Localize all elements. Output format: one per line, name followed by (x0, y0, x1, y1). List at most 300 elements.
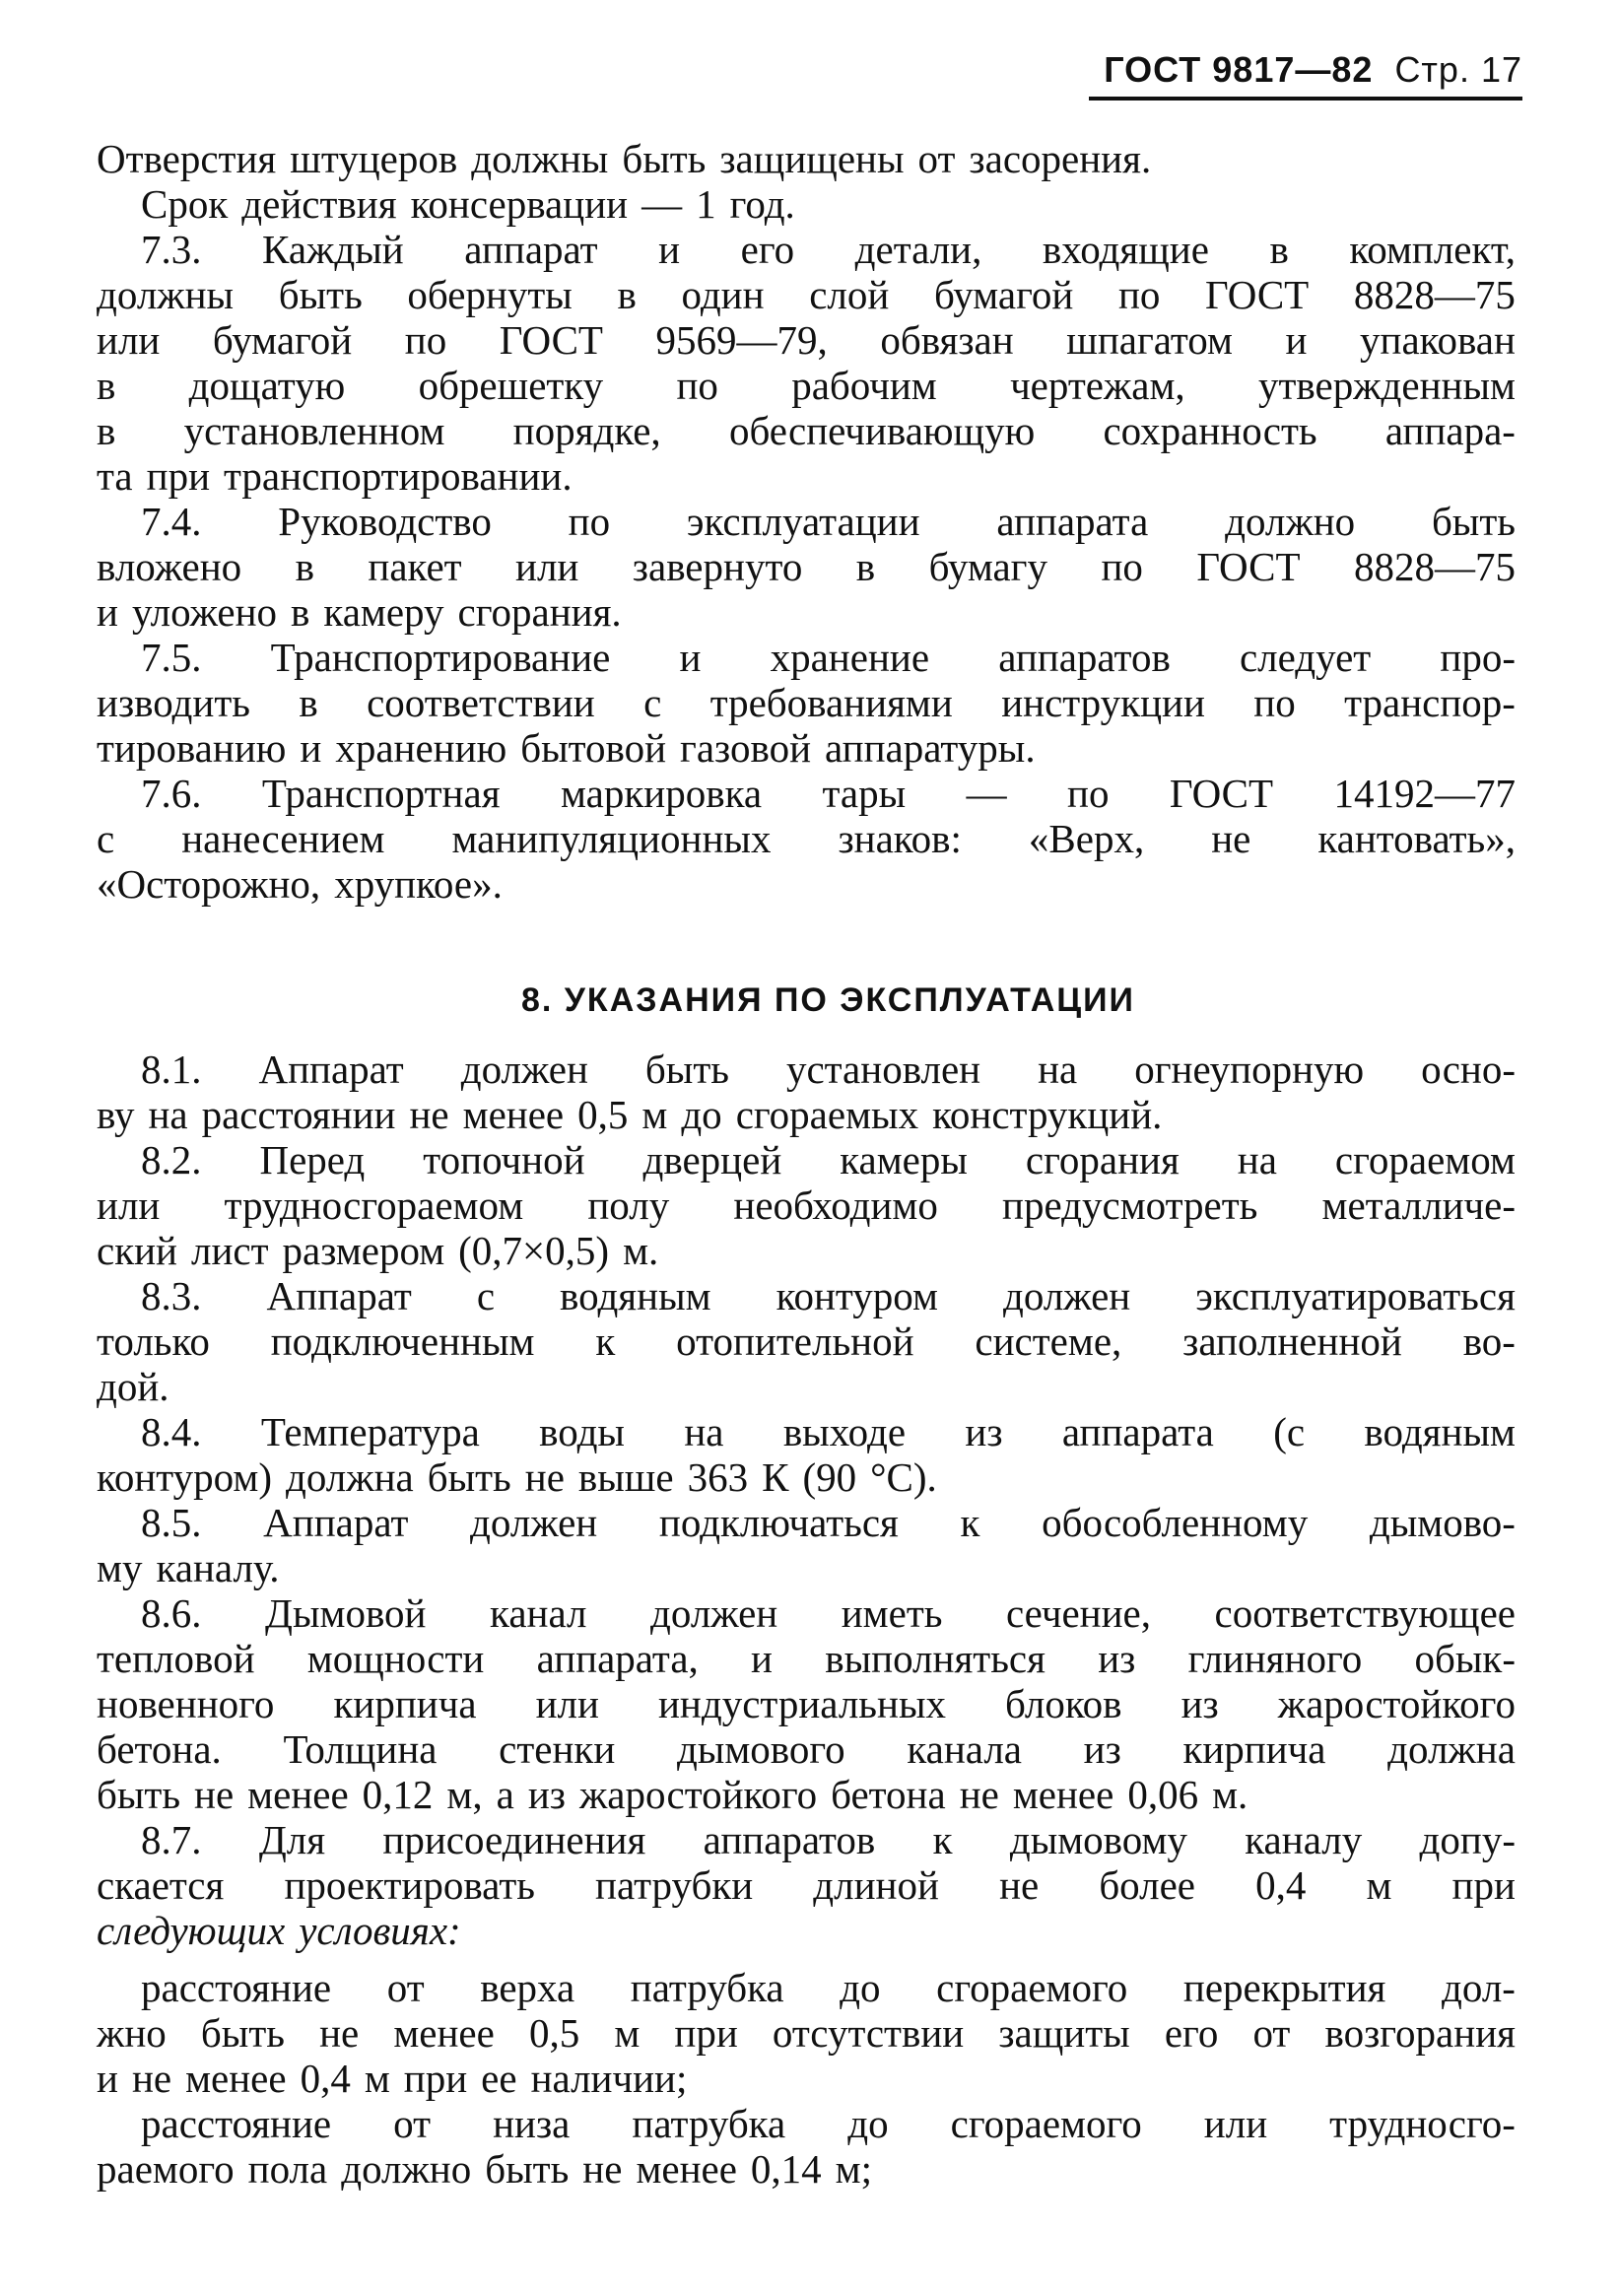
word: с (97, 816, 115, 861)
word: 8828—75 (1353, 544, 1516, 589)
text-line (141, 1500, 1516, 1545)
word: про- (1440, 635, 1516, 680)
word: контуром) (97, 1454, 272, 1500)
word: стенки (499, 1726, 616, 1772)
word: кантовать», (1317, 816, 1516, 861)
word: входящие (1042, 227, 1209, 272)
word: должны (97, 272, 235, 317)
word: проектировать (284, 1862, 535, 1908)
page-header (1089, 49, 1522, 95)
word: штуцеров (290, 136, 458, 181)
word: Дымовой (265, 1590, 427, 1636)
word: ГОСТ (1196, 544, 1301, 589)
word: — (641, 181, 683, 227)
word: раемого (97, 2146, 235, 2192)
word: дымовому (1009, 1817, 1187, 1862)
word: 8.1. (141, 1047, 202, 1092)
word: от (917, 136, 956, 181)
word: быть (97, 1772, 181, 1817)
word: пола (247, 2146, 328, 2192)
word: упакован (1360, 317, 1516, 363)
word: 0,5 (577, 1092, 629, 1137)
word: 0,4 (300, 2056, 351, 2101)
word: иметь (841, 1590, 943, 1636)
word: соответствии (367, 680, 595, 725)
word: при (403, 2056, 468, 2101)
word: должен (1003, 1273, 1131, 1318)
word: му (97, 1545, 143, 1590)
word: м (1366, 1862, 1392, 1908)
word: осно- (1421, 1047, 1516, 1092)
word: изводить (97, 680, 250, 725)
word: от (386, 1965, 425, 2010)
word: сгораемом (1334, 1137, 1516, 1182)
word: аппаратов (998, 635, 1171, 680)
word: мощности (306, 1636, 485, 1681)
word: маркировка (560, 771, 763, 816)
word: чертежам, (1010, 363, 1185, 408)
word: дол- (1442, 1965, 1516, 2010)
word: уложено (131, 589, 278, 635)
word: от (1252, 2010, 1291, 2056)
word: пакет (368, 544, 462, 589)
word: из (527, 1772, 566, 1817)
word: менее (247, 1772, 349, 1817)
word: знаков: (838, 816, 962, 861)
word: контуром (776, 1273, 938, 1318)
word: засорения. (969, 136, 1152, 181)
word: Аппарат (266, 1273, 412, 1318)
word: Руководство (278, 499, 492, 544)
word: дымового (676, 1726, 845, 1772)
word: обособленному (1042, 1500, 1309, 1545)
word: консервации (410, 181, 629, 227)
word: следует (1239, 635, 1372, 680)
word: хранение (770, 635, 930, 680)
word: хранению (335, 725, 507, 771)
word: жно (97, 2010, 167, 2056)
text-line (97, 363, 1516, 408)
word: и (1285, 317, 1308, 363)
word: допу- (1419, 1817, 1516, 1862)
word: ГОСТ (1169, 771, 1274, 816)
word: инструкции (1001, 680, 1205, 725)
word: вложено (97, 544, 242, 589)
word: не (999, 1862, 1040, 1908)
word: ГОСТ (1205, 272, 1310, 317)
word: бумагу (928, 544, 1047, 589)
word: по (1101, 544, 1143, 589)
word: обвязан (880, 317, 1014, 363)
section-gap (141, 907, 1516, 966)
word: Температура (260, 1409, 480, 1454)
word: слой (809, 272, 890, 317)
word: 8.6. (141, 1590, 202, 1636)
text-line (141, 499, 1516, 544)
word: его (740, 227, 795, 272)
word: менее (393, 2010, 495, 2056)
word: защищены (719, 136, 905, 181)
word: выполняться (825, 1636, 1046, 1681)
word: дверцей (642, 1137, 782, 1182)
text-line (97, 272, 1516, 317)
word: обрешетку (418, 363, 604, 408)
word: аппарат (464, 227, 598, 272)
word: или (97, 1182, 161, 1228)
word: глиняного (1187, 1636, 1363, 1681)
word: или (1203, 2101, 1268, 2146)
word: 9569—79, (655, 317, 828, 363)
word: должен (460, 1047, 588, 1092)
word: (с (1273, 1409, 1306, 1454)
word: 363 (687, 1454, 749, 1500)
section-8-body (97, 1047, 1516, 1908)
word: Толщина (283, 1726, 438, 1772)
word: при (1451, 1862, 1516, 1908)
word: сечение, (1005, 1590, 1151, 1636)
section-7-continuation (97, 136, 1516, 907)
word: бытовой (520, 725, 667, 771)
word: не (524, 1454, 565, 1500)
text-line (97, 589, 1516, 635)
word: сгораемого (950, 2101, 1142, 2146)
word: м (641, 1092, 668, 1137)
word: 0,12 (362, 1772, 434, 1817)
word: Аппарат (258, 1047, 404, 1092)
text-line (141, 227, 1516, 272)
word: Каждый (262, 227, 404, 272)
word: на (1237, 1137, 1277, 1182)
text-line (141, 1817, 1516, 1862)
word: аппаратов (703, 1817, 876, 1862)
section-8-italic-line (97, 1908, 1516, 1953)
word: утвержденным (1258, 363, 1516, 408)
word: канала (907, 1726, 1022, 1772)
word: тированию (97, 725, 287, 771)
word: менее (636, 2146, 737, 2192)
word: аппаратуры. (825, 725, 1036, 771)
word: новенного (97, 1681, 275, 1726)
word: не (319, 2010, 360, 2056)
body-text (97, 136, 1516, 2192)
word: возгорания (1324, 2010, 1516, 2056)
word: его (1164, 2010, 1219, 2056)
word: к (932, 1817, 953, 1862)
word: 7.3. (141, 227, 202, 272)
text-line (97, 136, 1516, 181)
word: та (97, 453, 133, 499)
word: блоков (1005, 1681, 1122, 1726)
word: менее (462, 1092, 565, 1137)
word: быть (427, 1454, 511, 1500)
word: м (364, 2056, 390, 2101)
word: конструкций. (932, 1092, 1163, 1137)
word: газовой (680, 725, 812, 771)
word: бетона (831, 1772, 946, 1817)
standard-code: ГОСТ 9817—82 (1104, 49, 1374, 90)
word: до (681, 1092, 722, 1137)
word: Срок (141, 181, 229, 227)
word: по (1067, 771, 1110, 816)
word: бумагой (212, 317, 353, 363)
word: м, (446, 1772, 483, 1817)
word: до (840, 1965, 881, 2010)
word: дощатую (188, 363, 346, 408)
word: на (684, 1409, 724, 1454)
word: наличии; (530, 2056, 688, 2101)
text-line (97, 1092, 1516, 1137)
word: индустриальных (657, 1681, 946, 1726)
word: требованиями (709, 680, 953, 725)
word: и (300, 725, 322, 771)
word: манипуляционных (451, 816, 772, 861)
word: не (582, 2146, 623, 2192)
word: аппарата, (536, 1636, 699, 1681)
word: по (1117, 272, 1161, 317)
word: дой. (97, 1364, 169, 1409)
word: трудносгораемом (224, 1182, 524, 1228)
word: 8.3. (141, 1273, 202, 1318)
word: заполненной (1182, 1318, 1402, 1364)
word: менее (1012, 1772, 1114, 1817)
word: необходимо (733, 1182, 938, 1228)
word: расстояние (141, 2101, 332, 2146)
word: должен (470, 1500, 598, 1545)
word: выходе (782, 1409, 907, 1454)
word: камеру (323, 589, 444, 635)
word: и (97, 2056, 118, 2101)
text-line (97, 408, 1516, 453)
text-line (97, 453, 1516, 499)
word: воды (539, 1409, 625, 1454)
word: системе, (975, 1318, 1122, 1364)
word: должна (1387, 1726, 1516, 1772)
word: быть (278, 272, 363, 317)
text-line (97, 680, 1516, 725)
word: 8.5. (141, 1500, 202, 1545)
word: расстояние (141, 1965, 332, 2010)
word: кирпича (333, 1681, 477, 1726)
word: не (1211, 816, 1251, 861)
word: должен (650, 1590, 778, 1636)
text-line (141, 1047, 1516, 1092)
word: должно (341, 2146, 472, 2192)
word: — (966, 771, 1007, 816)
word: должны (471, 136, 609, 181)
word: 8.7. (141, 1817, 202, 1862)
text-line (97, 317, 1516, 363)
text-line (141, 771, 1516, 816)
text-line (141, 181, 1516, 227)
text-line (97, 544, 1516, 589)
word: транспортировании. (224, 453, 573, 499)
word: полу (587, 1182, 670, 1228)
text-line (97, 2146, 1516, 2192)
word: эксплуатироваться (1195, 1273, 1516, 1318)
text-line (97, 1726, 1516, 1772)
word: следующих (97, 1908, 286, 1953)
word: Аппарат (263, 1500, 409, 1545)
word: отсутствии (772, 2010, 965, 2056)
word: сгораемого (936, 1965, 1128, 2010)
word: обык- (1414, 1636, 1516, 1681)
word: нанесением (181, 816, 385, 861)
text-line (97, 1318, 1516, 1364)
word: ГОСТ (499, 317, 603, 363)
text-line (97, 861, 1516, 907)
word: отопительной (676, 1318, 914, 1364)
word: бумагой (933, 272, 1074, 317)
text-line (141, 1273, 1516, 1318)
text-line (97, 1862, 1516, 1908)
word: (90 (802, 1454, 857, 1500)
word: м; (835, 2146, 873, 2192)
word: скается (97, 1862, 225, 1908)
word: тепловой (97, 1636, 255, 1681)
text-line (97, 725, 1516, 771)
word: 8.4. (141, 1409, 202, 1454)
word: по (404, 317, 447, 363)
word: детали, (854, 227, 982, 272)
word: быть (1431, 499, 1516, 544)
text-line (141, 2101, 1516, 2146)
word: быть (200, 2010, 285, 2056)
word: соответствующее (1214, 1590, 1516, 1636)
word: не (131, 2056, 172, 2101)
word: (0,7×0,5) (458, 1228, 610, 1273)
word: присоединения (382, 1817, 646, 1862)
word: трудносго- (1329, 2101, 1516, 2146)
text-line (97, 1681, 1516, 1726)
word: установлен (785, 1047, 981, 1092)
text-line (97, 1545, 1516, 1590)
word: сгорания (1025, 1137, 1180, 1182)
word: хрупкое». (334, 861, 503, 907)
word: в (291, 589, 310, 635)
word: только (97, 1318, 210, 1364)
word: 0,4 (1255, 1862, 1307, 1908)
word: из (1083, 1726, 1121, 1772)
text-line (97, 816, 1516, 861)
word: кирпича (1182, 1726, 1326, 1772)
text-line (97, 1772, 1516, 1817)
section-8-heading: 8. УКАЗАНИЯ ПО ЭКСПЛУАТАЦИИ (520, 981, 1135, 1019)
word: каналу (1245, 1817, 1363, 1862)
word: от (393, 2101, 432, 2146)
word: м. (623, 1228, 659, 1273)
word: 0,06 (1127, 1772, 1199, 1817)
word: а (496, 1772, 514, 1817)
word: менее (185, 2056, 287, 2101)
word: м. (1212, 1772, 1248, 1817)
word: год. (729, 181, 795, 227)
word: и (658, 227, 681, 272)
word: 14192—77 (1333, 771, 1516, 816)
word: топочной (423, 1137, 585, 1182)
word: рабочим (791, 363, 937, 408)
conditions-gap (141, 1953, 1516, 1965)
word: аппара- (1384, 408, 1516, 453)
word: сгорания. (457, 589, 622, 635)
word: или (515, 544, 579, 589)
word: по (568, 499, 611, 544)
word: условиях: (299, 1908, 461, 1953)
word: металличе- (1321, 1182, 1516, 1228)
word: бетона. (97, 1726, 222, 1772)
word: или (535, 1681, 599, 1726)
word: 7.4. (141, 499, 202, 544)
word: в (617, 272, 637, 317)
word: аппарата (996, 499, 1149, 544)
conditions-list (97, 1965, 1516, 2192)
word: Перед (259, 1137, 366, 1182)
word: дымово- (1369, 1500, 1516, 1545)
word: °С). (870, 1454, 937, 1500)
header-rule (1089, 97, 1522, 101)
word: м (614, 2010, 641, 2056)
word: быть (485, 2146, 570, 2192)
word: 8828—75 (1353, 272, 1516, 317)
word: при (674, 2010, 738, 2056)
word: перекрытия (1182, 1965, 1386, 2010)
text-line (141, 1409, 1516, 1454)
word: жаростойкого (1277, 1681, 1516, 1726)
text-line (97, 1908, 1516, 1953)
word: 0,5 (528, 2010, 580, 2056)
word: по (676, 363, 718, 408)
word: должно (1225, 499, 1356, 544)
word: порядке, (512, 408, 661, 453)
word: из (1098, 1636, 1136, 1681)
word: Отверстия (97, 136, 277, 181)
word: из (1181, 1681, 1219, 1726)
word: сгораемых (735, 1092, 919, 1137)
word: 7.5. (141, 635, 202, 680)
word: аппарата (1061, 1409, 1214, 1454)
word: шпагатом (1066, 317, 1233, 363)
word: эксплуатации (686, 499, 920, 544)
text-line (97, 1454, 1516, 1500)
word: обеспечивающую (728, 408, 1036, 453)
word: длиной (813, 1862, 939, 1908)
word: размером (282, 1228, 445, 1273)
word: в (295, 544, 314, 589)
word: по (1253, 680, 1296, 725)
word: транспор- (1344, 680, 1516, 725)
word: жаростойкого (578, 1772, 818, 1817)
word: завернуто (632, 544, 803, 589)
word: действия (241, 181, 397, 227)
word: тары (822, 771, 907, 816)
word: Для (258, 1817, 326, 1862)
word: 8.2. (141, 1137, 202, 1182)
word: 7.6. (141, 771, 202, 816)
word: Транспортная (261, 771, 501, 816)
word: сохранность (1103, 408, 1317, 453)
word: в (97, 408, 116, 453)
word: Транспортирование (270, 635, 611, 680)
word: водяным (560, 1273, 711, 1318)
word: с (643, 680, 662, 725)
word: огнеупорную (1134, 1047, 1365, 1092)
word: камеры (840, 1137, 968, 1182)
word: один (681, 272, 765, 317)
word: из (965, 1409, 1003, 1454)
word: патрубка (630, 1965, 784, 2010)
word: верха (480, 1965, 575, 2010)
word: расстоянии (201, 1092, 396, 1137)
word: «Осторожно, (97, 861, 321, 907)
